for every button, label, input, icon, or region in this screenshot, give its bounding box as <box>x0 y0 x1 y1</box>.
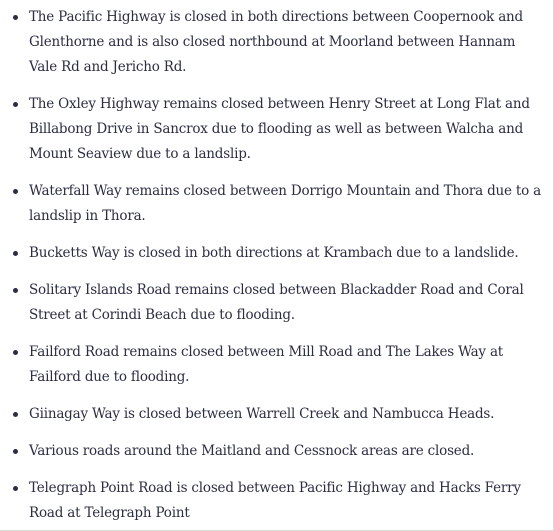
closure-text: Telegraph Point Road is closed between Pacific Highway and Hacks Ferry Road at Telegraph Point <box>29 480 521 521</box>
bullet-icon <box>13 288 18 293</box>
list-item <box>0 179 553 229</box>
bullet-icon <box>13 251 18 256</box>
bullet-icon <box>13 102 18 107</box>
closure-text: Various roads around the Maitland and Cessnock areas are closed. <box>29 443 475 459</box>
list-item <box>0 278 553 328</box>
bullet-icon <box>13 412 18 417</box>
bullet-icon <box>13 350 18 355</box>
closure-text: Giinagay Way is closed between Warrell Creek and Nambucca Heads. <box>29 406 495 422</box>
list-item <box>0 241 553 266</box>
list-item <box>0 402 553 427</box>
list-item <box>0 476 553 526</box>
bullet-icon <box>13 15 18 20</box>
bullet-icon <box>13 449 18 454</box>
list-item <box>0 340 553 390</box>
closure-text: The Pacific Highway is closed in both directions between Coopernook and Glenthorne and is also closed northbound at Moorland between Hannam Vale Rd and Jericho Rd. <box>29 9 523 75</box>
bullet-icon <box>13 486 18 491</box>
list-item <box>0 92 553 167</box>
closure-text: Solitary Islands Road remains closed between Blackadder Road and Coral Street at Corindi Beach due to flooding. <box>29 282 524 323</box>
closure-text: Bucketts Way is closed in both directions at Krambach due to a landslide. <box>29 245 519 261</box>
closure-text: Waterfall Way remains closed between Dorrigo Mountain and Thora due to a landslip in Thora. <box>29 183 541 224</box>
closure-text: The Oxley Highway remains closed between Henry Street at Long Flat and Billabong Drive in Sancrox due to flooding as well as between Walcha and Mount Seaview due to a landslip. <box>29 96 530 162</box>
bullet-icon <box>13 189 18 194</box>
list-item <box>0 5 553 80</box>
list-item <box>0 439 553 464</box>
closure-text: Failford Road remains closed between Mill Road and The Lakes Way at Failford due to flooding. <box>29 344 504 385</box>
